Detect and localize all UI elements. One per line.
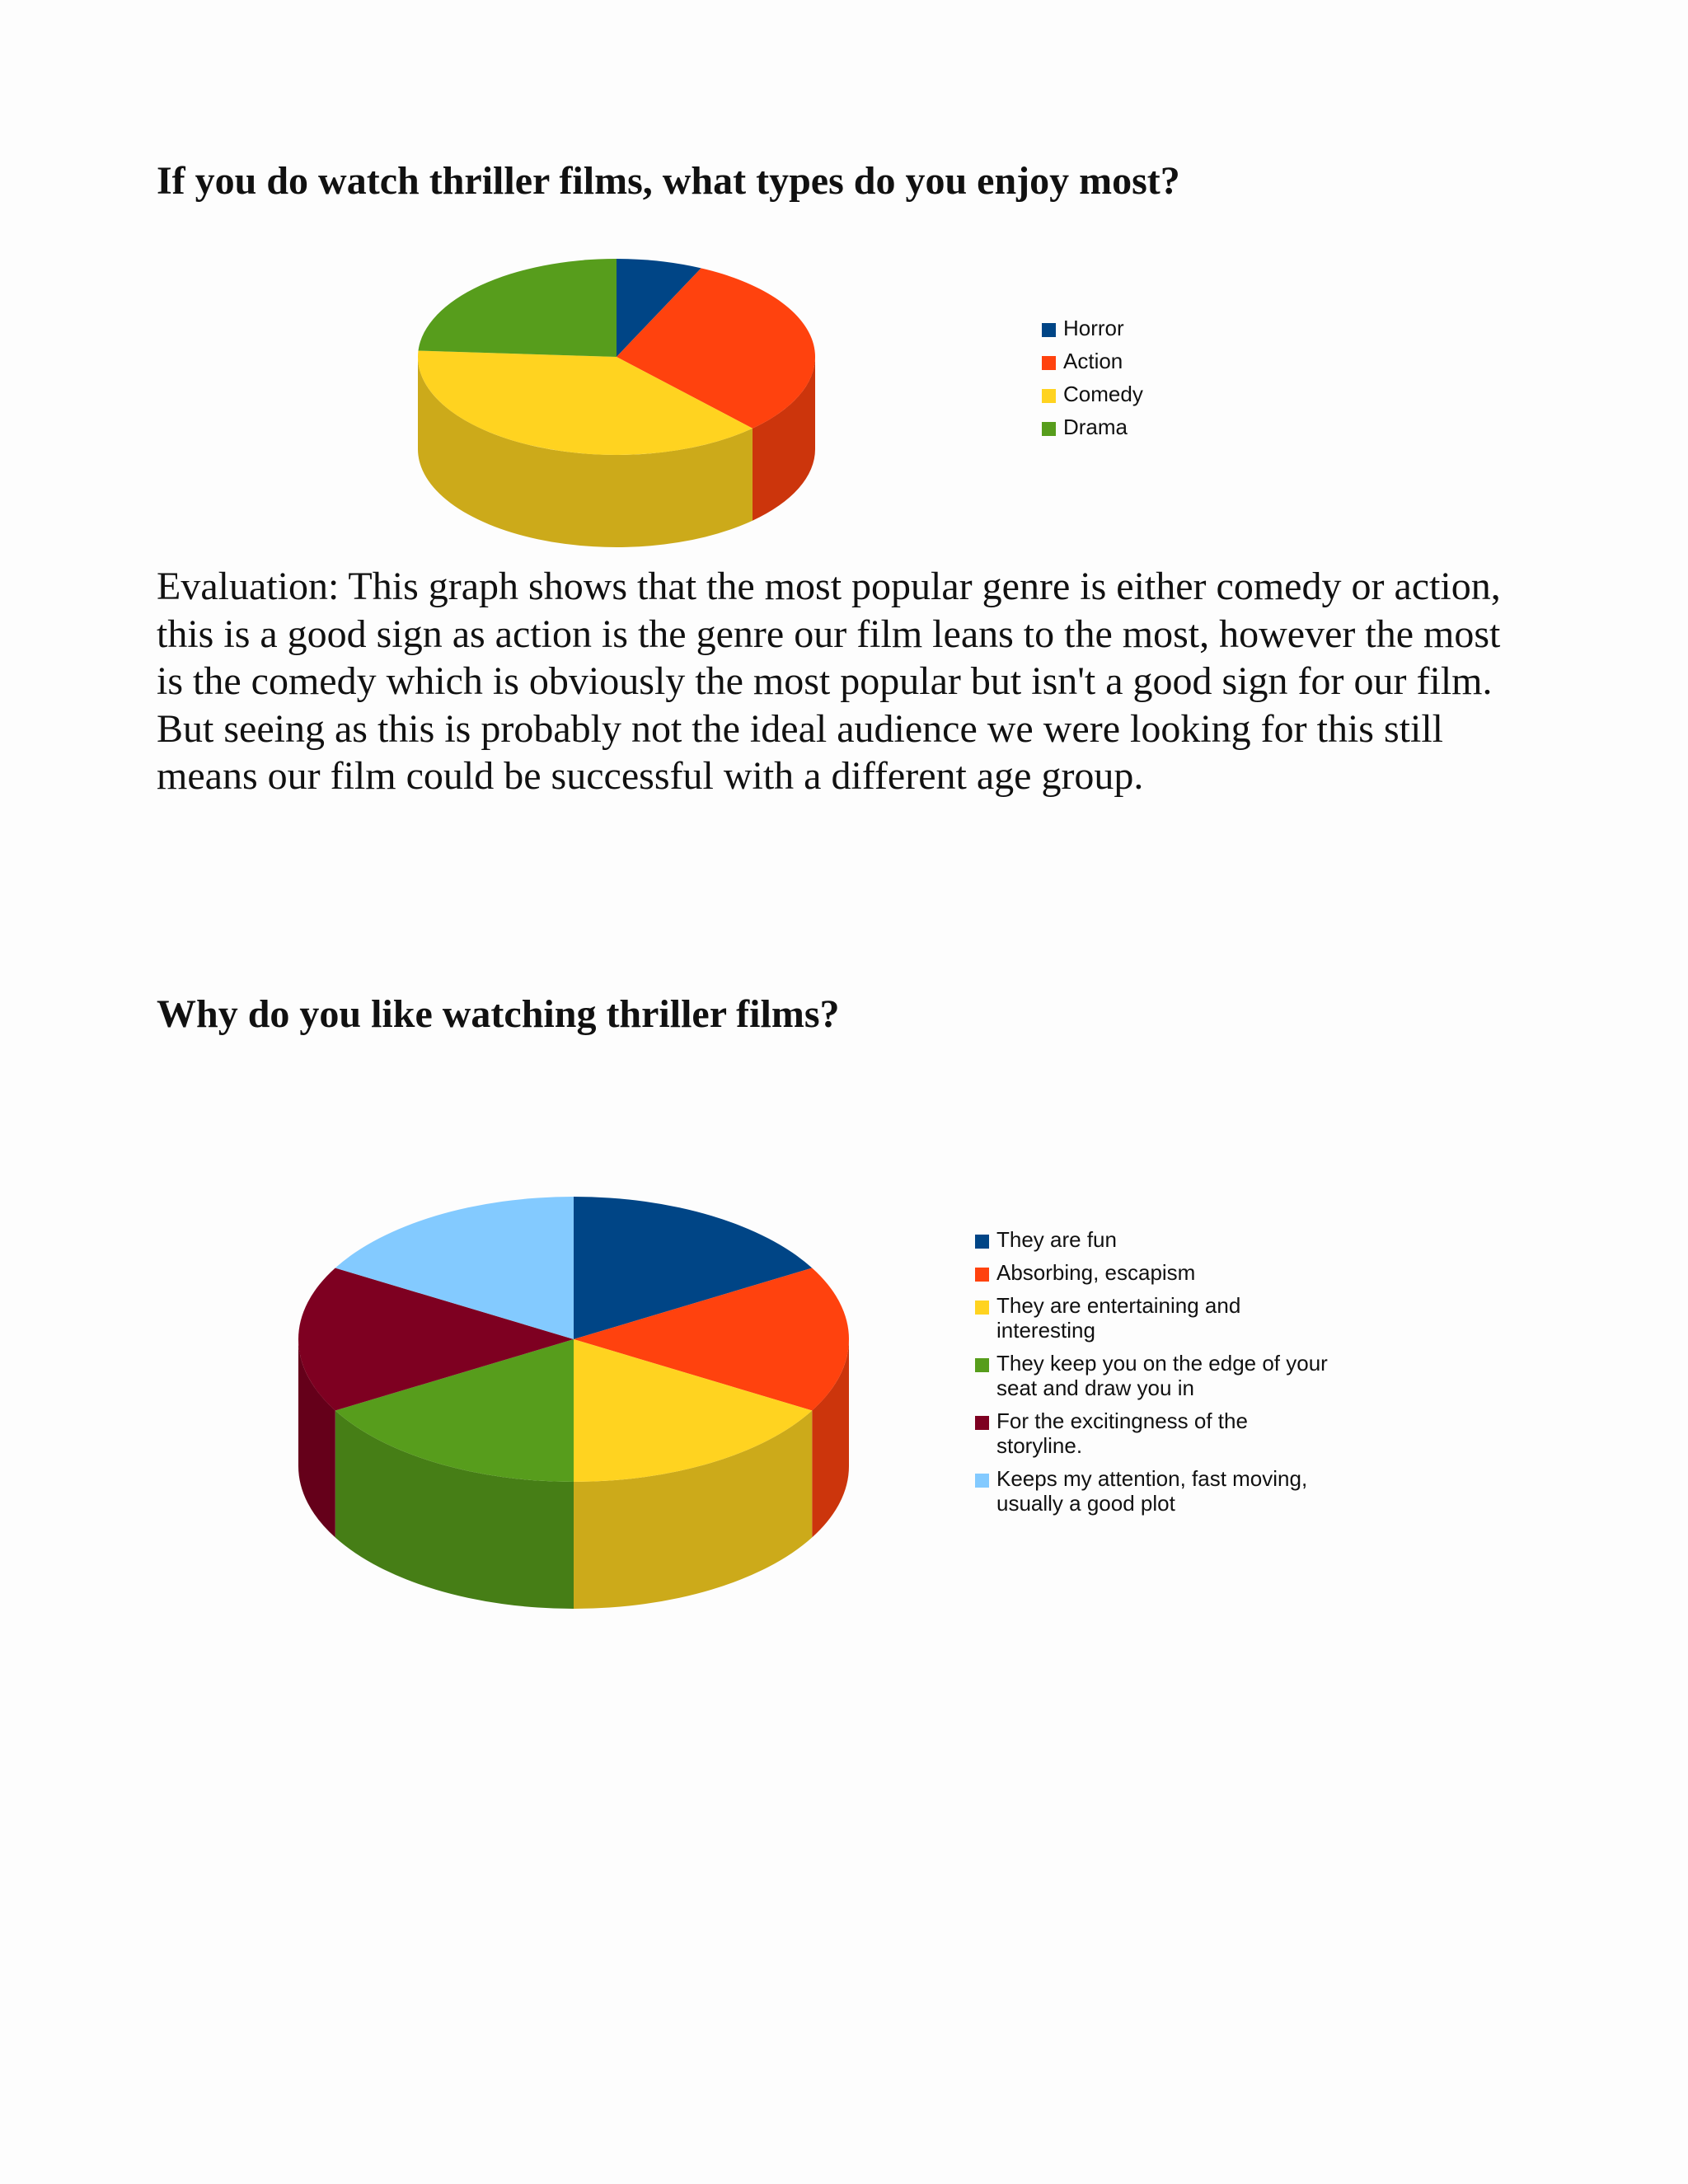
legend-swatch-they-keep-you-on-the-edge-of-your-seat-and-draw-you-in: [975, 1358, 989, 1372]
legend-label-they-are-entertaining-and-interesting-line2: interesting: [996, 1318, 1095, 1343]
legend-label-they-keep-you-on-the-edge-of-your-seat-and-draw-you-in: They keep you on the edge of your: [996, 1351, 1328, 1376]
legend-swatch-drama: [1042, 422, 1056, 436]
evaluation-paragraph: Evaluation: This graph shows that the most popular genre is either comedy or action, this is a good sign as action is the genre our film leans to the most, however the most is the comedy which is obviously the most popular but isn't a good sign for our film. But seeing as this is probably not the ideal audience we were looking for this still means our film could be successful with a different age group.: [157, 565, 1501, 798]
legend-swatch-comedy: [1042, 389, 1056, 403]
question-2-heading: Why do you like watching thriller films?: [157, 992, 840, 1036]
pie-chart-1: [418, 259, 1143, 547]
legend-swatch-horror: [1042, 323, 1056, 337]
legend-label-comedy: Comedy: [1063, 382, 1143, 406]
legend-label-for-the-excitingness-of-the-storyline: For the excitingness of the: [996, 1408, 1248, 1433]
legend-swatch-action: [1042, 356, 1056, 370]
legend-label-horror: Horror: [1063, 316, 1124, 340]
legend-label-they-are-fun: They are fun: [996, 1227, 1117, 1252]
legend-label-for-the-excitingness-of-the-storyline-line2: storyline.: [996, 1433, 1083, 1458]
legend-label-they-are-entertaining-and-interesting: They are entertaining and: [996, 1293, 1241, 1318]
pie-slice-drama: [418, 259, 617, 357]
chart-legend-2: [975, 1227, 1328, 1516]
question-1-heading: If you do watch thriller films, what types do you enjoy most?: [157, 159, 1180, 203]
pie-chart-2: [298, 1197, 1328, 1609]
legend-swatch-keeps-my-attention-fast-moving-usually-a-good-plot: [975, 1474, 989, 1488]
legend-swatch-absorbing-escapism: [975, 1268, 989, 1282]
chart-legend-1: [1042, 316, 1143, 439]
legend-swatch-for-the-excitingness-of-the-storyline: [975, 1416, 989, 1430]
legend-label-keeps-my-attention-fast-moving-usually-a-good-plot-line2: usually a good plot: [996, 1491, 1175, 1516]
legend-label-action: Action: [1063, 349, 1123, 373]
legend-label-keeps-my-attention-fast-moving-usually-a-good-plot: Keeps my attention, fast moving,: [996, 1466, 1308, 1491]
legend-label-absorbing-escapism: Absorbing, escapism: [996, 1260, 1196, 1285]
legend-label-they-keep-you-on-the-edge-of-your-seat-and-draw-you-in-line2: seat and draw you in: [996, 1376, 1194, 1400]
legend-label-drama: Drama: [1063, 415, 1128, 439]
legend-swatch-they-are-entertaining-and-interesting: [975, 1301, 989, 1315]
legend-swatch-they-are-fun: [975, 1235, 989, 1249]
